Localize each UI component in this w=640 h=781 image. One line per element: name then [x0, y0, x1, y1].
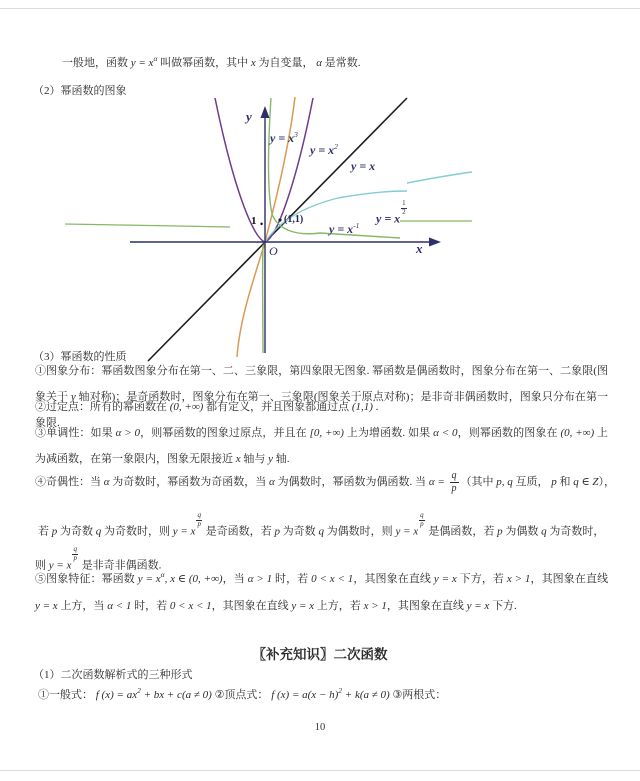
- intro-paragraph: 一般地，函数 $y = x^\alpha$ 叫做幂函数，其中 x 为自变量， α 是常数.: [62, 54, 361, 69]
- curve-y-equals-x: [148, 98, 407, 361]
- property-5-paragraph: ⑤图象特征：幂函数 $y = x^\alpha$, x ∈ (0, +∞)，当 α > 1 时，若 0 < x < 1，其图象在直线 y = x 下方，若 x > 1，其图象在直线 y = x 上方，当 α < 1 时，若 0 < x < 1，其图象在直线 y = x 上方，若 x > 1，其图象在直线 y = x 下方.: [35, 570, 609, 612]
- y-axis-label: y: [246, 109, 252, 124]
- origin-label: O: [269, 244, 278, 258]
- supplement-heading: 〖补充知识〗二次函数: [252, 647, 388, 662]
- label-exponent: -1: [353, 221, 360, 230]
- property-4-line3: 则 y = x $\frac{q}{p}$ 是非奇非偶函数.: [35, 545, 162, 572]
- page-edge-top: [0, 8, 640, 9]
- curve-y-equals-sqrt-x: [265, 191, 407, 242]
- x-axis-arrow: [429, 238, 441, 247]
- curve-y-equals-x3: [237, 97, 295, 357]
- page-edge-bottom: [0, 770, 640, 771]
- power-function-graph: [58, 90, 478, 370]
- property-4-line2: 若 p 为奇数 q 为奇数时，则 y = x $\frac{q}{p}$ 是奇函数，若 p 为奇数 q 为偶数时，则 y = x $\frac{q}{p}$ 是偶函数，若 p 为偶数 q 为奇数时，: [38, 511, 605, 538]
- label-exponent: 3: [294, 130, 298, 139]
- fraction-denominator: 2: [402, 207, 406, 216]
- label-y-equals-x-inverse: [329, 223, 359, 235]
- label-base: y = x: [351, 159, 376, 173]
- quadratic-forms-line: ①一般式： f $(x) = ax^2$ + bx + c(a ≠ 0) ②顶点式： f $(x) = a(x - h)^2 + k(a \ne 0)$ ③两根式：: [38, 686, 447, 701]
- x-axis-label: x: [416, 241, 423, 256]
- label-base: y = x: [310, 143, 335, 157]
- graph-canvas: [58, 90, 478, 370]
- fraction-numerator: 1: [402, 199, 406, 207]
- quadratic-forms-heading: （1）二次函数解析式的三种形式: [33, 669, 193, 681]
- curve-y-equals-sqrt-x-tail: [407, 172, 472, 183]
- label-exponent: 2: [334, 142, 338, 151]
- label-y-equals-sqrt-x: [376, 200, 408, 225]
- curve-y-equals-x-inverse-q1: [269, 98, 401, 238]
- curve-y-equals-x2: [215, 98, 313, 242]
- label-y-equals-x: [351, 160, 375, 172]
- label-fraction-exponent: [401, 200, 407, 216]
- point-1-1-label: (1,1): [284, 214, 304, 225]
- property-3-paragraph: ③单调性：如果 α > 0，则幂函数的图象过原点，并且在 [0, +∞) 上为增函数. 如果 α < 0，则幂函数的图象在 (0, +∞) 上为减函数，在第一象限内，图象无限接近 x 轴与 y 轴.: [35, 427, 609, 465]
- label-base: y = x: [270, 131, 295, 145]
- y-axis-arrow: [261, 106, 270, 118]
- property-1-paragraph: ①图象分布：幂函数图象分布在第一、二、三象限，第四象限无图象. 幂函数是偶函数时，图象分布在第一、二象限(图象关于 y 轴对称)；是奇函数时，图象分布在第一、三象限(图象关于原点对称)；是非奇非偶函数时，图象只分布在第一象限.: [35, 365, 608, 429]
- property-2-paragraph: ②过定点：所有的幂函数在 (0, +∞) 都有定义，并且图象都通过点 (1,1) .: [35, 401, 379, 413]
- label-y-equals-x3: [270, 132, 298, 144]
- label-base: y = x: [329, 222, 354, 236]
- page-number: 10: [314, 722, 326, 733]
- property-4-paragraph: ④奇偶性：当 α 为奇数时，幂函数为奇函数，当 α 为偶数时，幂函数为偶函数. 当 α = $\frac{q}{p}$ （其中 p, q 互质， p 和 q ∈ Z），: [35, 470, 616, 494]
- y-axis-tick-1: 1: [251, 215, 257, 227]
- section-2-heading: （2）幂函数的图象: [33, 85, 127, 97]
- point-1-1-dot: [278, 218, 281, 221]
- label-y-equals-x2: [310, 144, 338, 156]
- tick-1-dot: •: [260, 219, 264, 229]
- label-base: y = x: [376, 211, 401, 226]
- section-3-heading: （3）幂函数的性质: [33, 351, 127, 363]
- curve-green-left-segment: [65, 224, 230, 227]
